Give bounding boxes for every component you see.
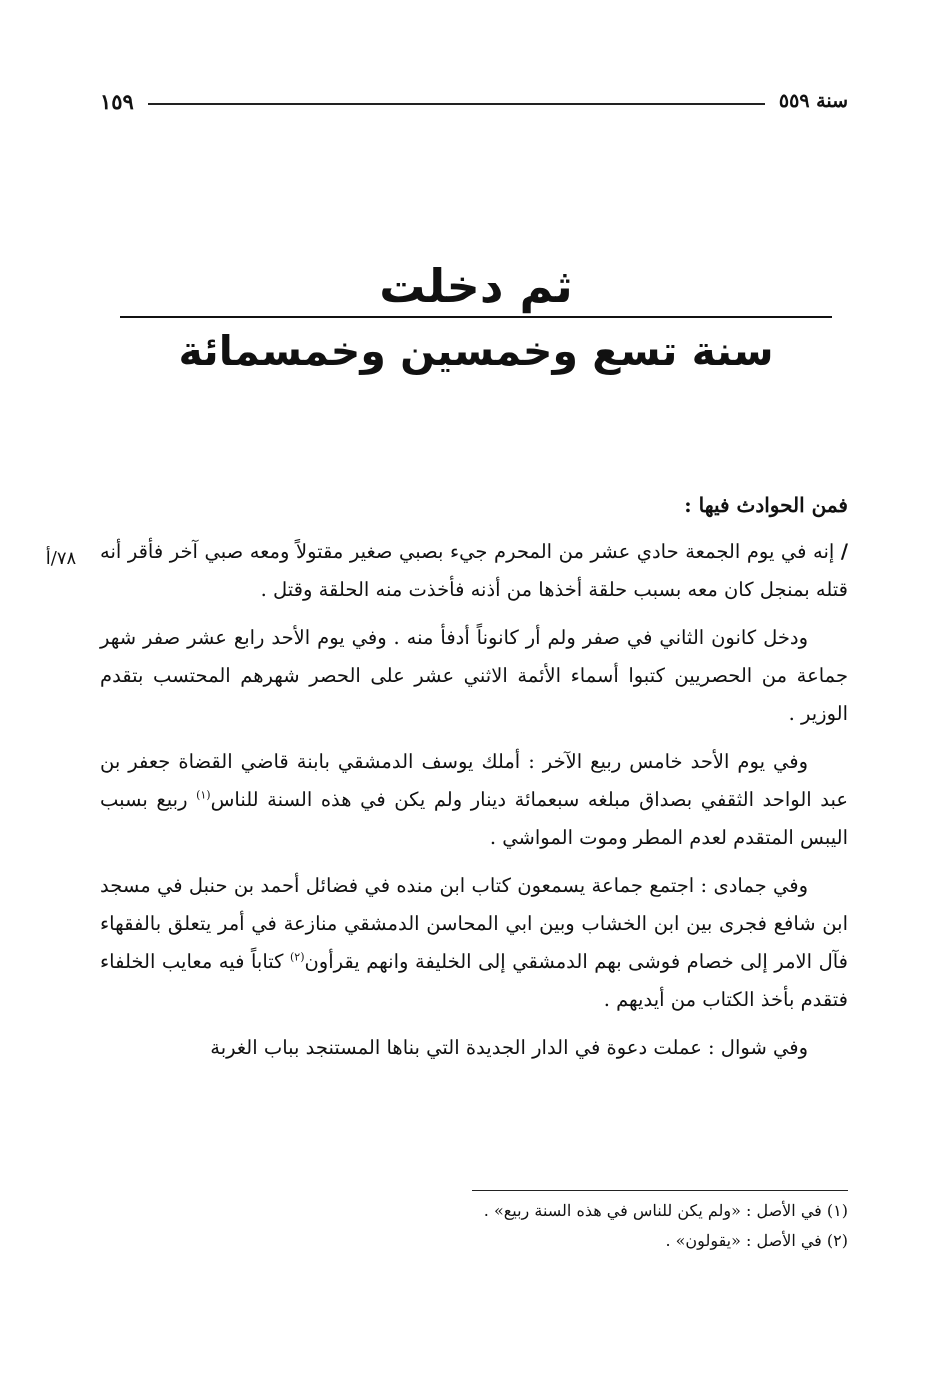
paragraph-2 (100, 619, 848, 733)
paragraph-1 (100, 533, 848, 609)
footnote-ref-2: (٢) (289, 950, 305, 964)
paragraph-3 (100, 743, 848, 857)
paragraph-4 (100, 867, 848, 1019)
body-text (100, 487, 848, 1077)
footnote-ref-1: (١) (196, 788, 211, 802)
margin-folio-note: ٧٨/أ (45, 548, 77, 569)
footnote-1: (١) في الأصل : «ولم يكن للناس في هذه السنة ربيع» . (483, 1201, 848, 1220)
footnote-2: (٢) في الأصل : «يقولون» . (665, 1231, 848, 1250)
chapter-title-line1: ثم دخلت (379, 259, 573, 313)
paragraph-3-text-b: ربيع بسبب اليبس المتقدم لعدم المطر وموت المواشي . (100, 788, 848, 849)
running-head-section: سنة ٥٥٩ (778, 90, 848, 112)
paragraph-4-text-a: وفي جمادى : اجتمع جماعة يسمعون كتاب ابن منده في فضائل أحمد بن حنبل في مسجد ابن شافع فجرى بين ابن الخشاب وبين ابي المحاسن الدمشقي منازعة في أمر يتعلق بالفقهاء فآل الامر إلى خصام فوشى بهم الدمشقي إلى الخليفة وانهم يقرأون (100, 874, 848, 973)
paragraph-4-text-b: كتاباً فيه معايب الخلفاء فتقدم بأخذ الكتاب من أيديهم . (100, 950, 848, 1011)
running-head-rule (148, 103, 765, 105)
page-number: ١٥٩ (100, 88, 134, 114)
title-divider (120, 316, 832, 318)
chapter-title-line2: سنة تسع وخمسين وخمسمائة (178, 327, 774, 375)
paragraph-3-text-a: وفي يوم الأحد خامس ربيع الآخر : أملك يوسف الدمشقي بابنة قاضي القضاة جعفر بن عبد الواحد الثقفي بصداق مبلغه سبعمائة دينار ولم يكن في هذه السنة للناس (100, 750, 848, 811)
section-intro: فمن الحوادث فيها : (684, 493, 848, 517)
running-head (100, 84, 848, 118)
paragraph-5-text: وفي شوال : عملت دعوة في الدار الجديدة التي بناها المستنجد بباب الغربة (210, 1036, 808, 1059)
paragraph-5 (100, 1029, 848, 1067)
footnote-divider (472, 1190, 848, 1191)
paragraph-1-text: إنه في يوم الجمعة حادي عشر من المحرم جيء بصبي صغير مقتولاً ومعه صبي آخر فأقر أنه قتله بمنجل كان معه بسبب حلقة أخذها من أذنه فأخذت منه الحلقة وقتل . (100, 540, 848, 601)
footnotes (100, 1196, 848, 1256)
folio-marker: / (840, 540, 848, 563)
paragraph-2-text: ودخل كانون الثاني في صفر ولم أر كانوناً أدفأ منه . وفي يوم الأحد رابع عشر صفر شهر جماعة من الحصريين كتبوا أسماء الأئمة الاثني عشر على الحصر شهرهم المحتسب بتقدم الوزير . (100, 626, 848, 725)
